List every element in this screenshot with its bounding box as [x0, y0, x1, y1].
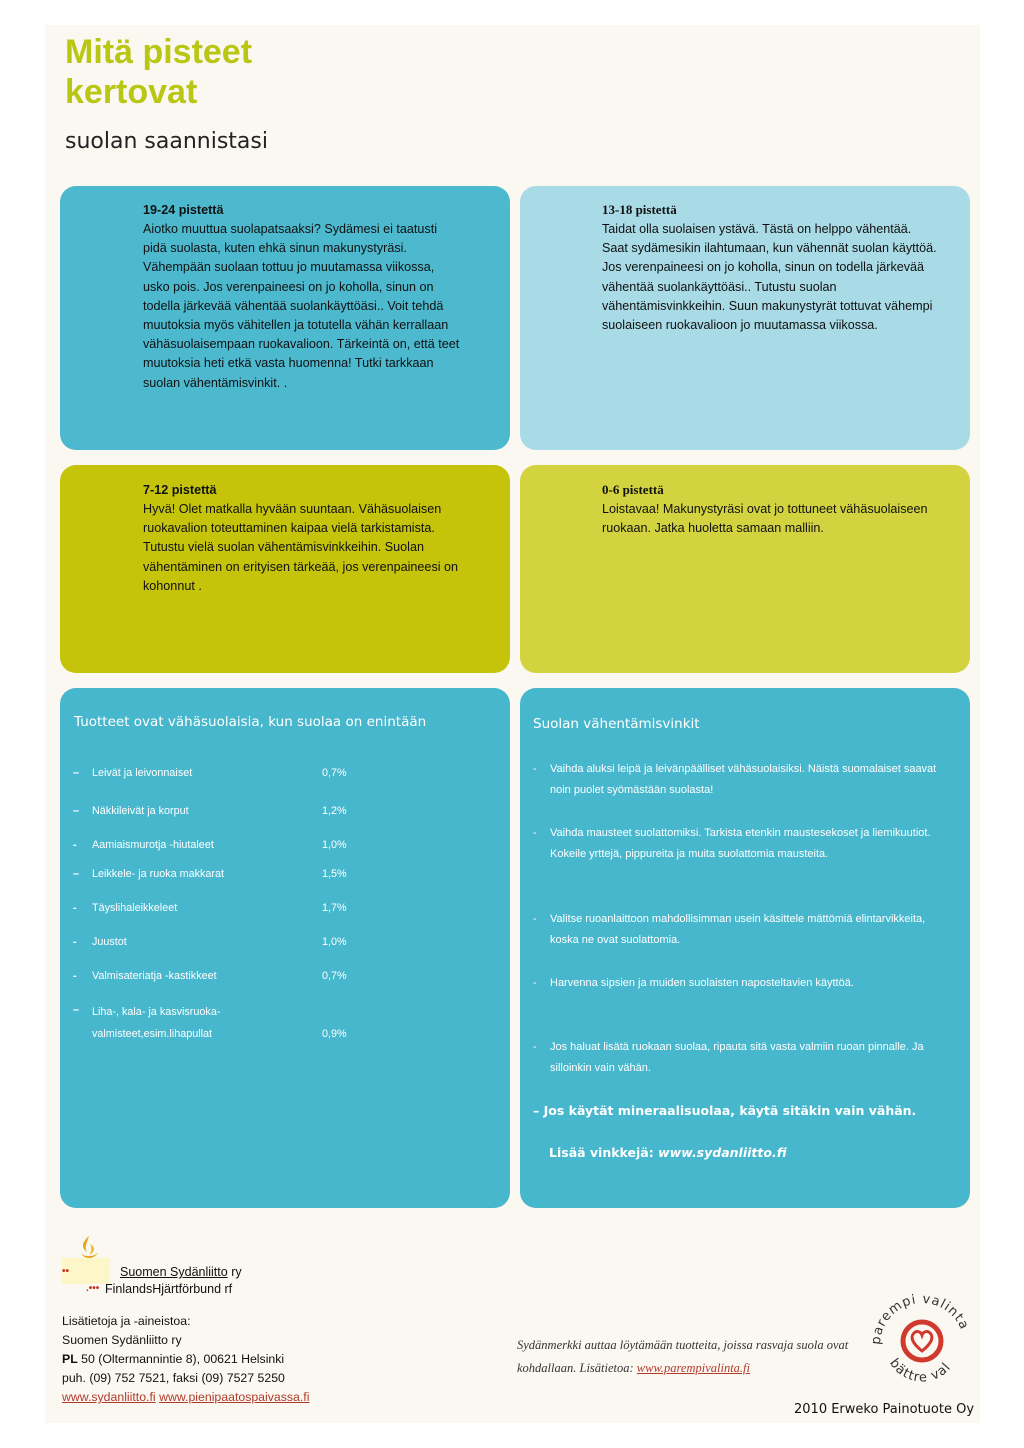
product-name: Näkkileivät ja korput — [92, 805, 189, 817]
title-line-2: kertovat — [65, 73, 198, 111]
page-subtitle: suolan saannistasi — [65, 129, 268, 154]
product-dash: - — [73, 839, 77, 851]
logo-highlight — [62, 1258, 110, 1284]
logo-dots-icon: .••• — [86, 1283, 100, 1294]
product-dash: - — [73, 970, 77, 982]
org-name-sv: FinlandsHjärtförbund rf — [105, 1282, 233, 1296]
product-name: Valmisateriatja -kastikkeet — [92, 970, 217, 982]
svg-text:parempi valinta — [869, 1292, 972, 1346]
product-salt-value: 0,7% — [322, 767, 347, 779]
product-salt-value: 1,7% — [322, 902, 347, 914]
logo-dots-icon: •• — [62, 1266, 70, 1277]
tips-title: Suolan vähentämisvinkit — [533, 716, 700, 732]
website-link-1[interactable]: www.sydanliitto.fi — [62, 1390, 156, 1404]
mineral-salt-tip: – Jos käytät mineraalisuolaa, käytä sitäkin vain vähän. — [533, 1103, 917, 1118]
title-line-1: Mitä pisteet — [65, 33, 253, 71]
tip-dash: - — [533, 763, 537, 775]
heart-note-link[interactable]: www.parempivalinta.fi — [636, 1361, 750, 1375]
org-name-fi-main: Suomen Sydänliitto — [120, 1265, 228, 1279]
score-section-7-12 — [143, 480, 463, 596]
score-heading: 0-6 pistettä — [602, 482, 664, 497]
product-dash: – — [73, 1004, 80, 1016]
product-name: Aamiaismurotja -hiutaleet — [92, 839, 214, 851]
product-salt-value: 1,0% — [322, 936, 347, 948]
product-dash: - — [73, 902, 77, 914]
more-tips-link[interactable]: www.sydanliitto.fi — [658, 1145, 787, 1160]
org-name-fi — [120, 1264, 242, 1280]
tip-text: Vaihda aluksi leipä ja leivänpäälliset vähäsuolaisiksi. Näistä suomalaiset saavat noin puolet syömästään suolasta! — [550, 763, 937, 796]
product-name: Leivät ja leivonnaiset — [92, 767, 193, 779]
score-section-13-18 — [602, 200, 937, 335]
score-section-19-24 — [143, 200, 463, 393]
product-salt-value: 1,5% — [322, 868, 347, 880]
score-text: Taidat olla suolaisen ystävä. Tästä on helppo vähentää. Saat sydämesikin ilahtumaan, kun vähennät suolan käyttöä. Jos verenpaineesi on jo koholla, sinun on todella järkevää vähentää suolankäyttöäsi.. Tutustu suolan vähentämisvinkkeihin. Suun makunystyrät tottuvat vähempi suolaiseen ruokavalioon jo muutamassa viikossa. — [602, 222, 937, 333]
contact-org: Suomen Sydänliitto ry — [62, 1333, 182, 1347]
product-salt-value: 1,2% — [322, 805, 347, 817]
publisher-credit: 2010 Erweko Painotuote Oy — [794, 1402, 975, 1417]
product-name: Leikkele- ja ruoka makkarat — [92, 868, 225, 880]
address-pl: PL — [62, 1352, 78, 1366]
score-text: Hyvä! Olet matkalla hyvään suuntaan. Vähäsuolaisen ruokavalion toteuttaminen kaipaa vielä tarkistamista. Tutustu vielä suolan vähentämisvinkkeihin. Suolan vähentäminen on erityisen tärkeää, jos verenpaineesi on kohonnut . — [143, 502, 459, 593]
contact-info — [62, 1312, 309, 1407]
tip-dash: - — [533, 827, 537, 839]
heart-note-text: Sydänmerkki auttaa löytämään tuotteita, joissa rasvaja suola ovat kohdallaan. Lisätietoa: — [517, 1338, 849, 1375]
heart-symbol-note — [517, 1334, 857, 1380]
badge-text-top: parempi valinta — [868, 1291, 972, 1346]
score-section-0-6 — [602, 480, 937, 538]
tip-dash: - — [533, 977, 537, 989]
badge-text-bottom: bättre val — [886, 1356, 955, 1386]
score-heading: 7-12 pistettä — [143, 483, 217, 497]
product-dash: – — [73, 868, 80, 880]
score-heading: 19-24 pistettä — [143, 203, 224, 217]
product-dash: – — [73, 767, 80, 779]
product-dash: – — [73, 805, 80, 817]
contact-heading: Lisätietoja ja -aineistoa: — [62, 1314, 191, 1328]
score-heading: 13-18 pistettä — [602, 202, 677, 217]
product-salt-value: 0,7% — [322, 970, 347, 982]
tip-dash: - — [533, 1041, 537, 1053]
parempi-valinta-badge-icon — [862, 1283, 982, 1393]
page-title — [65, 32, 252, 112]
tip-dash: - — [533, 913, 537, 925]
tip-text: Vaihda mausteet suolattomiksi. Tarkista etenkin maustesekoset ja liemikuutiot. Kokeile yrttejä, pippureita ja muita suolattomia mausteita. — [550, 827, 931, 860]
score-text: Aiotko muuttua suolapatsaaksi? Sydämesi ei taatusti pidä suolasta, kuten ehkä sinun makunystyräsi. Vähempään suolaan tottuu jo muutamassa viikossa, usko pois. Jos verenpaineesi on jo koholla, sinun on todella järkevää vähentää suolankäyttöäsi.. Voit tehdä muutoksia myös vähitellen ja totutella vähän kerrallaan vähäsuolaisempaan ruokavalioon. Tärkeintä on, että teet muutoksia heti etkä vasta huomenna! Tutki tarkkaan suolan vähentämisvinkit. . — [143, 222, 460, 390]
org-name-fi-suffix: ry — [231, 1265, 242, 1279]
website-link-2[interactable]: www.pienipaatospaivassa.fi — [159, 1390, 310, 1404]
product-salt-value: 1,0% — [322, 839, 347, 851]
tip-text: Jos haluat lisätä ruokaan suolaa, ripauta sitä vasta valmiin ruoan pinnalle. Ja silloinkin vain vähän. — [550, 1041, 924, 1074]
score-text: Loistavaa! Makunystyräsi ovat jo tottuneet vähäsuolaiseen ruokaan. Jatka huoletta samaan malliin. — [602, 502, 928, 536]
product-name: Liha-, kala- ja kasvisruoka-valmisteet,esim.lihapullat — [92, 1006, 221, 1040]
product-name: Täyslihaleikkeleet — [92, 902, 178, 914]
tip-text: Harvenna sipsien ja muiden suolaisten naposteltavien käyttöä. — [550, 977, 854, 989]
more-tips — [549, 1143, 787, 1163]
product-name: Juustot — [92, 936, 127, 948]
tip-text: Valitse ruoanlaittoon mahdollisimman usein käsittele mättömiä elintarvikkeita, koska ne ovat suolattomia. — [550, 913, 926, 946]
phone: puh. (09) 752 7521, faksi (09) 7527 5250 — [62, 1371, 285, 1385]
product-dash: - — [73, 936, 77, 948]
products-title: Tuotteet ovat vähäsuolaisia, kun suolaa on enintään — [74, 714, 427, 730]
more-tips-label: Lisää vinkkejä: — [549, 1145, 654, 1160]
product-salt-value: 0,9% — [322, 1028, 347, 1040]
address: 50 (Oltermannintie 8), 00621 Helsinki — [81, 1352, 285, 1366]
